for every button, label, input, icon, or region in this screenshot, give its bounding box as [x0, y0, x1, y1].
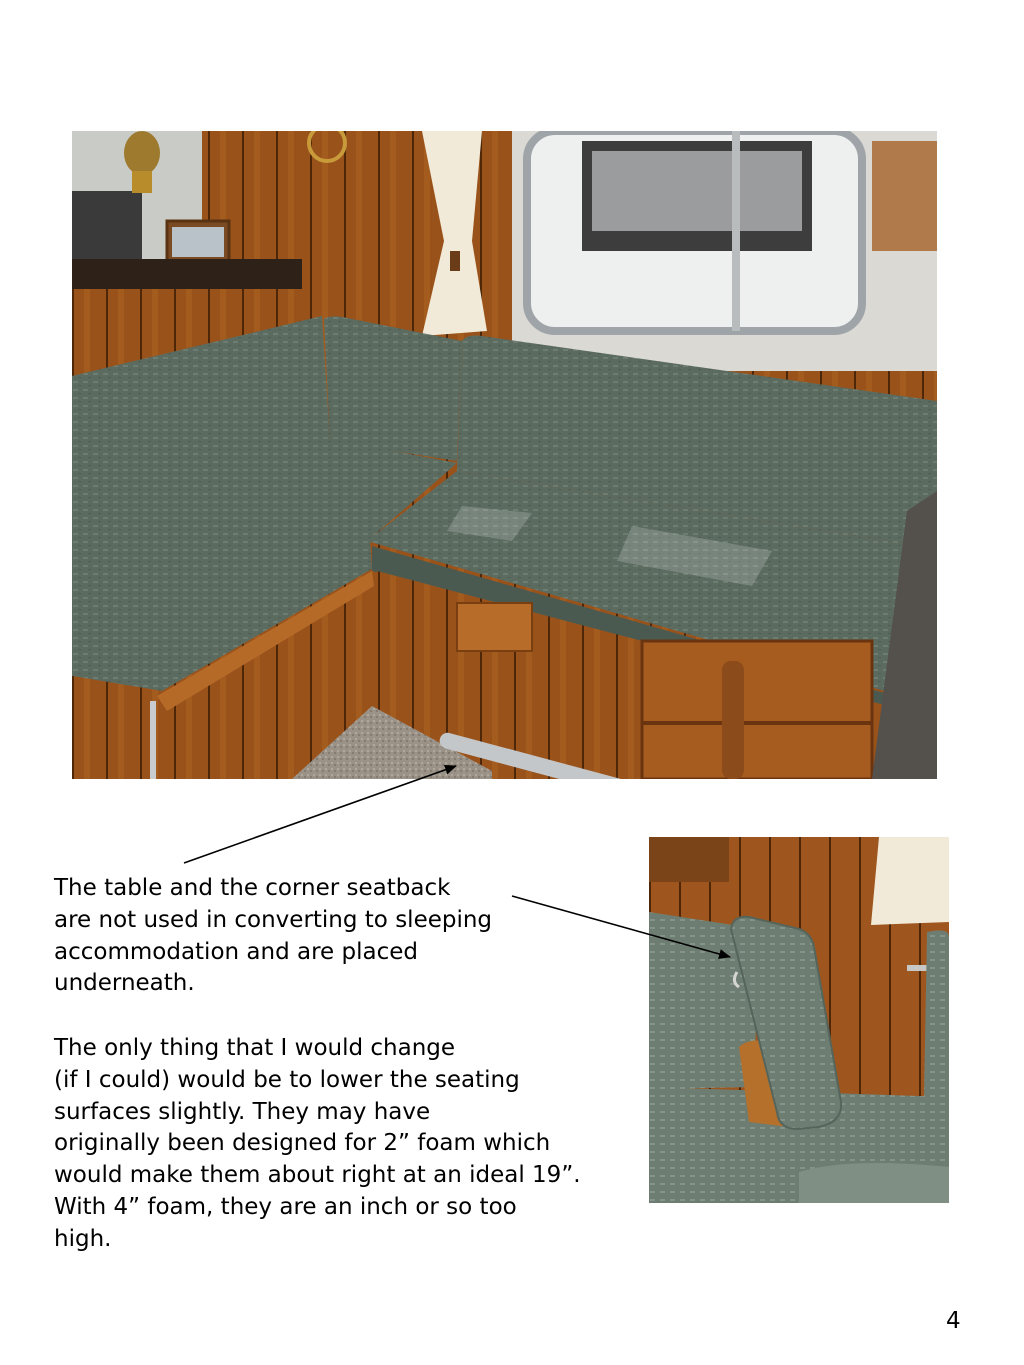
caption-paragraph-1: The table and the corner seatback are not used in converting to sleeping accommodation and are placed underneath.: [54, 875, 493, 997]
caption-paragraph-2: The only thing that I would change (if I could) would be to lower the seating surfaces slightly. They may have originally been designed for 2” foam which would make them about right at an ideal 19”. With 4” foam, they are an inch or so too high.: [54, 1035, 581, 1252]
detail-photo: [649, 837, 949, 1203]
main-photo: [72, 131, 937, 779]
arrow-to-table: [184, 766, 456, 863]
page-number: 4: [946, 1308, 961, 1334]
